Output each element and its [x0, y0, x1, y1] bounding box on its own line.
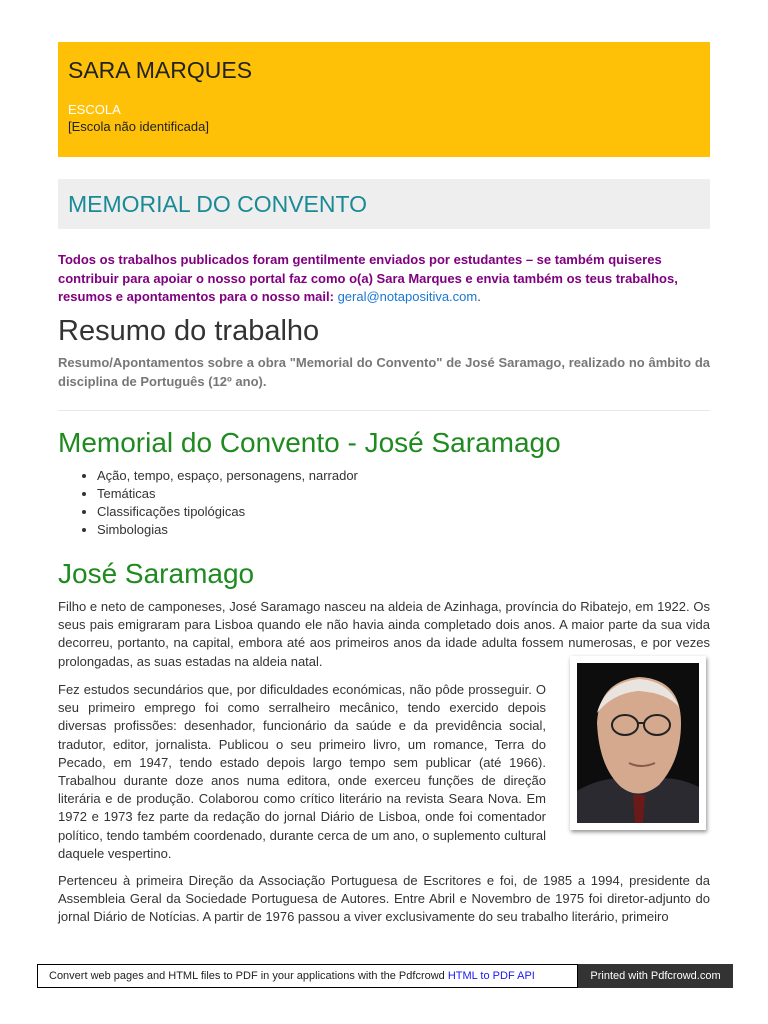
section-heading-saramago: José Saramago [58, 558, 255, 589]
section-heading-memorial: Memorial do Convento - José Saramago [58, 427, 561, 458]
summary-text: Resumo/Apontamentos sobre a obra "Memorial do Convento" de José Saramago, realizado no âmbito da disciplina de Português (12º ano). [58, 355, 710, 389]
paragraph-2: Fez estudos secundários que, por dificuldades económicas, não pôde prosseguir. O seu primeiro emprego foi como serralheiro mecânico, tendo exercido depois diversas profissões: desenhador, funcionário da saúde e da previdência social, tradutor, editor, jornalista. Publicou o seu primeiro livro, um romance, Terra do Pecado, em 1947, tendo estado depois largo tempo sem publicar (até 1966). Trabalhou durante doze anos numa editora, onde exerceu funções de direção literária e de produção. Colaborou como crítico literário na revista Seara Nova. Em 1972 e 1973 fez parte da redação do jornal Diário de Lisboa, onde foi comentador político, tendo também coordenado, durante cerca de um ano, o suplemento cultural daquele vespertino. [58, 682, 546, 861]
paragraph-1: Filho e neto de camponeses, José Saramago nasceu na aldeia de Azinhaga, província do Ribatejo, em 1922. Os seus pais emigraram para Lisboa quando ele não havia ainda completado dois anos. A maior parte da sua vida decorreu, portanto, na capital, embora até aos primeiros anos da idade adulta fossem numerosas, e por vezes prolongadas, as suas estadas na aldeia natal. [58, 599, 710, 669]
notice-end: . [477, 289, 481, 304]
html-to-pdf-link[interactable]: HTML to PDF API [447, 970, 535, 982]
author-photo [570, 656, 706, 830]
school-name: [Escola não identificada] [68, 119, 209, 134]
email-link[interactable]: geral@notapositiva.com [337, 289, 478, 304]
portrait-image [577, 663, 699, 823]
author-name: SARA MARQUES [68, 57, 253, 83]
notice-text: Todos os trabalhos publicados foram gentilmente enviados por estudantes – se também quiseres contribuir para apoiar o nosso portal faz como o(a) Sara Marques e envia também os teus trabalhos, resumos e apontamentos para o nosso mail: [58, 252, 678, 304]
paragraph-3: Pertenceu à primeira Direção da Associação Portuguesa de Escritores e foi, de 1985 a 1994, presidente da Assembleia Geral da Sociedade Portuguesa de Autores. Entre Abril e Novembro de 1975 foi diretor-adjunto do jornal Diário de Notícias. A partir de 1976 passou a viver exclusivamente do seu trabalho literário, primeiro [58, 873, 710, 925]
footer-convert-text [37, 964, 578, 988]
work-title-box [58, 179, 710, 229]
list-item: • Temáticas [97, 485, 358, 503]
contribution-notice [58, 251, 710, 307]
pdfcrowd-footer [37, 964, 733, 988]
summary-title: Resumo do trabalho [58, 315, 320, 347]
printed-with-badge[interactable]: Printed with Pdfcrowd.com [578, 964, 733, 988]
list-item: • Simbologias [97, 521, 358, 539]
footer-text: Convert web pages and HTML files to PDF in your applications with the Pdfcrowd [49, 970, 448, 982]
divider [58, 410, 710, 411]
author-header [58, 42, 710, 157]
list-item: • Classificações tipológicas [97, 503, 358, 521]
list-item: • Ação, tempo, espaço, personagens, narrador [97, 467, 358, 485]
portrait-illustration [577, 663, 699, 823]
work-title: MEMORIAL DO CONVENTO [68, 191, 368, 217]
school-label: ESCOLA [68, 102, 121, 117]
topics-list [58, 467, 358, 539]
